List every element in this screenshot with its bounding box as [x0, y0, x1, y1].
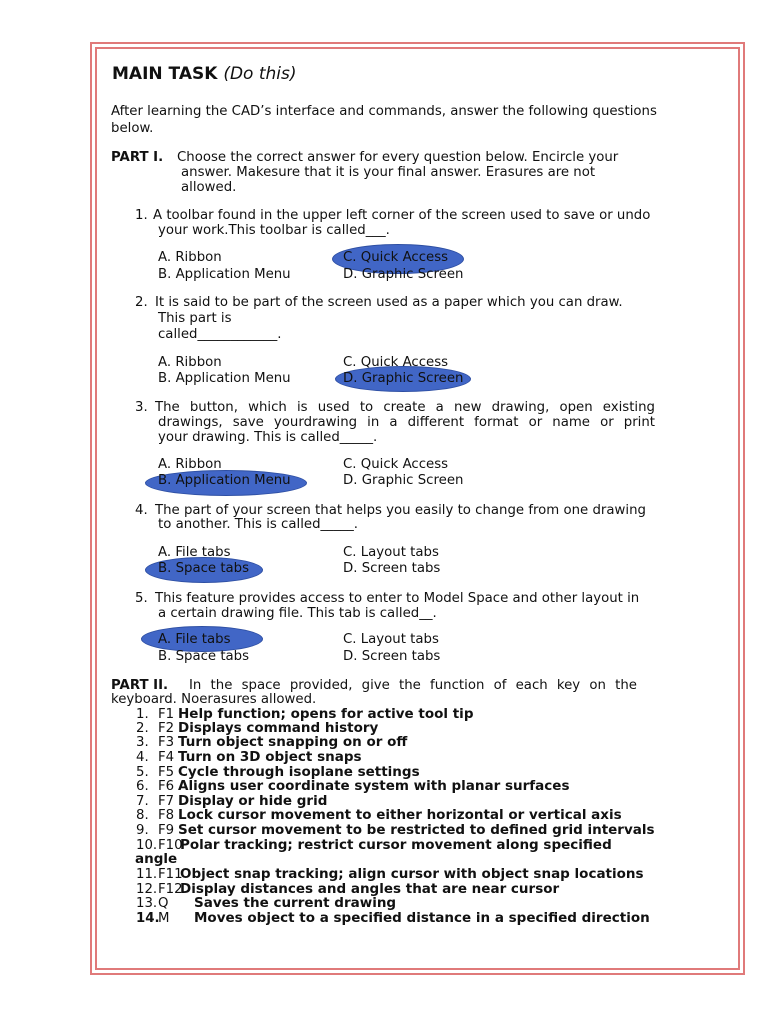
key-name: F5 [158, 765, 175, 780]
key-name: F1 [158, 707, 175, 722]
intro-line-2: below. [111, 121, 154, 136]
key-name: M [158, 911, 170, 926]
q2-option-d: D. Graphic Screen [343, 371, 464, 386]
key-row-number: 5. [136, 765, 149, 780]
q2-line-1: It is said to be part of the screen used as a paper which you can draw. [155, 295, 623, 310]
q3-number: 3. [135, 400, 148, 415]
key-name: F8 [158, 808, 175, 823]
key-function-answer: Display distances and angles that are near cursor [180, 881, 560, 897]
q4-option-d: D. Screen tabs [343, 561, 441, 576]
key-function-answer: Help function; opens for active tool tip [178, 706, 474, 722]
q2-line-2: This part is [158, 311, 232, 326]
q3-option-c: C. Quick Access [343, 457, 449, 472]
q1-number: 1. [135, 208, 148, 223]
key-name: F7 [158, 794, 175, 809]
main-title [112, 64, 297, 84]
key-row-number: 13. [136, 896, 158, 911]
q4-option-c: C. Layout tabs [343, 545, 439, 560]
title-main: MAIN TASK [112, 64, 218, 84]
key-function-answer: Displays command history [178, 720, 379, 736]
key-function-answer: Set cursor movement to be restricted to defined grid intervals [178, 822, 655, 838]
key-row-number: 8. [136, 808, 149, 823]
key-row-number: 1. [136, 707, 149, 722]
q4-option-b: B. Space tabs [158, 561, 250, 576]
key-row-number: 6. [136, 779, 149, 794]
q5-option-a: A. File tabs [158, 632, 231, 647]
q5-option-d: D. Screen tabs [343, 649, 441, 664]
q3-option-a: A. Ribbon [158, 457, 222, 472]
q2-option-c: C. Quick Access [343, 355, 449, 370]
key-function-answer: Moves object to a specified distance in a specified direction [194, 910, 650, 926]
key-row-number: 7. [136, 794, 149, 809]
q3-line-1: The button, which is used to create a new drawing, open existing [155, 400, 655, 415]
q3-line-2: drawings, save yourdrawing in a different format or name or print [158, 415, 655, 430]
key-name: Q [158, 896, 169, 911]
key-name: F4 [158, 750, 175, 765]
key-function-answer: Cycle through isoplane settings [178, 764, 420, 780]
q4-line-2: to another. This is called_____. [158, 517, 358, 532]
key-function-answer: Turn object snapping on or off [178, 734, 408, 750]
q1-option-b: B. Application Menu [158, 267, 291, 282]
q1-line-2: your work.This toolbar is called___. [158, 223, 390, 238]
q1-option-a: A. Ribbon [158, 250, 222, 265]
key-function-answer: Lock cursor movement to either horizontal or vertical axis [178, 807, 622, 823]
q5-line-2: a certain drawing file. This tab is called__. [158, 606, 437, 621]
part1-line-3: allowed. [181, 180, 237, 195]
q3-option-d: D. Graphic Screen [343, 473, 464, 488]
part2-label: PART II. [111, 678, 169, 693]
q5-line-1: This feature provides access to enter to Model Space and other layout in [155, 591, 640, 606]
key-row-number: 14. [136, 911, 160, 926]
q3-option-b: B. Application Menu [158, 473, 291, 488]
key-function-answer: Display or hide grid [178, 793, 328, 809]
q1-line-1: A toolbar found in the upper left corner of the screen used to save or undo [153, 208, 651, 223]
q2-number: 2. [135, 295, 148, 310]
q5-option-c: C. Layout tabs [343, 632, 439, 647]
key-name: F6 [158, 779, 175, 794]
part2-line-2: keyboard. Noerasures allowed. [111, 692, 317, 707]
key-function-answer: Saves the current drawing [194, 895, 397, 911]
key-function-row [136, 837, 612, 854]
key-row-number: 3. [136, 735, 149, 750]
key-row-number: 11. [136, 867, 158, 882]
key-name: F9 [158, 823, 175, 838]
q1-option-c: C. Quick Access [343, 250, 449, 265]
q2-option-a: A. Ribbon [158, 355, 222, 370]
intro-line-1: After learning the CAD’s interface and commands, answer the following questions [111, 104, 657, 119]
q4-option-a: A. File tabs [158, 545, 231, 560]
key-function-answer: Turn on 3D object snaps [178, 749, 362, 765]
q4-number: 4. [135, 503, 148, 518]
q4-line-1: The part of your screen that helps you easily to change from one drawing [155, 503, 646, 518]
q3-line-3: your drawing. This is called_____. [158, 430, 378, 445]
key-function-answer: Object snap tracking; align cursor with object snap locations [180, 866, 644, 882]
q5-option-b: B. Space tabs [158, 649, 250, 664]
key-function-answer-continued: angle [135, 851, 178, 867]
key-row-number: 12. [136, 882, 158, 897]
part2-line-1: In the space provided, give the function of each key on the [189, 678, 637, 693]
key-name: F11 [158, 867, 183, 882]
key-row-number: 9. [136, 823, 149, 838]
key-row-number: 10. [136, 838, 158, 853]
key-name: F12 [158, 882, 183, 897]
title-paren: (Do this) [223, 64, 297, 84]
part1-label: PART I. [111, 150, 164, 165]
q1-option-d: D. Graphic Screen [343, 267, 464, 282]
key-row-number: 2. [136, 721, 149, 736]
part1-line-2: answer. Makesure that it is your final answer. Erasures are not [181, 165, 596, 180]
key-function-answer: Aligns user coordinate system with planar surfaces [178, 778, 570, 794]
key-name: F10 [158, 838, 183, 853]
key-row-number: 4. [136, 750, 149, 765]
part1-line-1: Choose the correct answer for every question below. Encircle your [177, 150, 619, 165]
q2-line-3: called____________. [158, 327, 282, 342]
key-function-row [136, 910, 650, 927]
q5-number: 5. [135, 591, 148, 606]
key-function-answer: Polar tracking; restrict cursor movement along specified [180, 837, 612, 853]
q2-option-b: B. Application Menu [158, 371, 291, 386]
key-name: F2 [158, 721, 175, 736]
key-name: F3 [158, 735, 175, 750]
